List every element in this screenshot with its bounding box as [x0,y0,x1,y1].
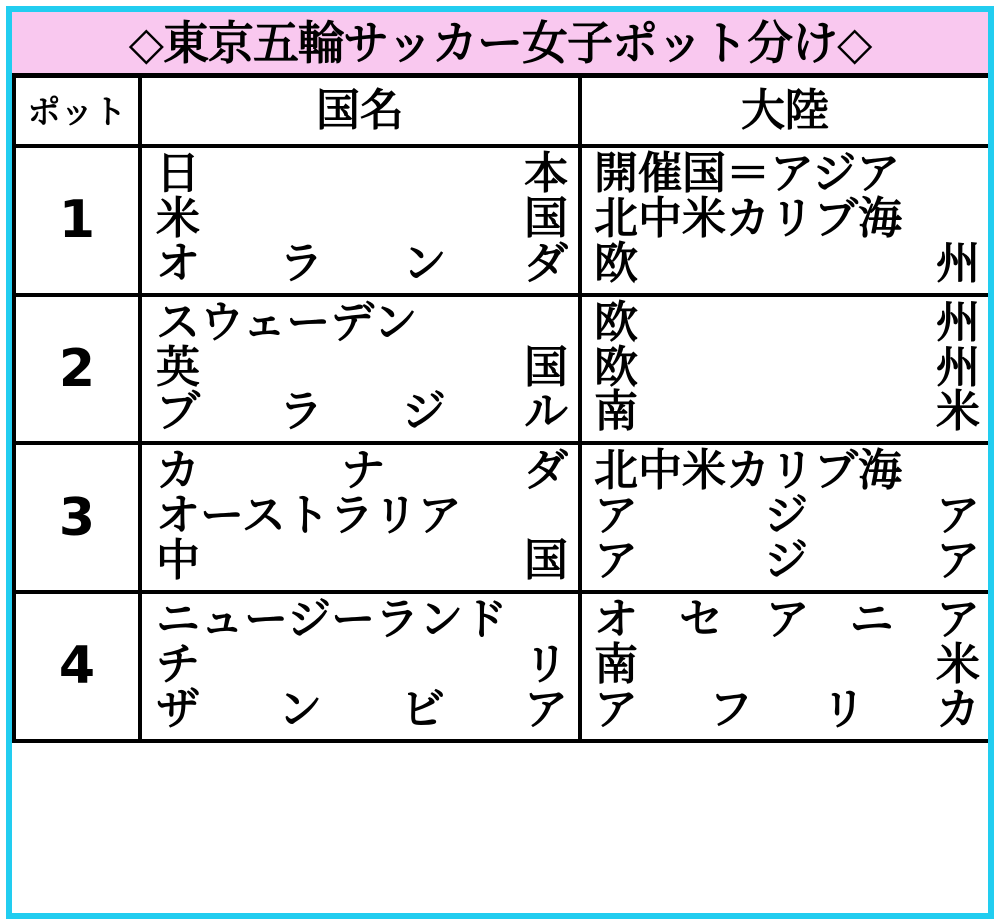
pot-number: 1 [14,146,140,295]
list-item: アフリカ [594,683,980,735]
table-row [14,146,990,295]
title-bar [12,12,988,78]
list-item: 南米 [594,386,980,438]
list-item: 英国 [156,341,568,393]
list-item: 米国 [156,192,568,244]
list-item: 欧州 [594,237,980,289]
confederation-cell [580,295,990,444]
country-cell [140,295,580,444]
list-item: アジア [594,535,980,586]
list-item: 北中米カリブ海 [594,445,902,497]
country-list [142,445,578,590]
list-item: 欧州 [594,341,980,393]
country-cell [140,146,580,295]
list-item: 開催国＝アジア [594,148,901,199]
table-frame [6,6,994,919]
list-item: スウェーデン [156,296,418,348]
list-item: オランダ [156,237,568,289]
list-item: オセアニア [594,593,980,645]
confederation-list [582,594,988,739]
pot-number: 4 [14,592,140,741]
list-item: ザンビア [156,683,568,735]
confederation-list [582,297,988,442]
list-item: オーストラリア [156,490,462,542]
country-cell [140,592,580,741]
table-header-row [14,78,990,146]
confederation-cell [580,146,990,295]
list-item: 南米 [594,638,980,690]
list-item: ニュージーランド [156,593,508,645]
pot-number: 3 [14,443,140,592]
list-item: 中国 [156,535,568,586]
column-header-pot: ポット [14,78,140,146]
list-item: ブラジル [156,386,568,438]
pot-number: 2 [14,295,140,444]
list-item: 日本 [156,148,568,199]
table-row [14,592,990,741]
confederation-cell [580,443,990,592]
country-list [142,297,578,442]
list-item: 北中米カリブ海 [594,192,902,244]
list-item: チリ [156,638,568,690]
country-list [142,148,578,293]
list-item: アジア [594,490,980,542]
table-row [14,295,990,444]
pot-allocation-table [12,78,992,743]
list-item: 欧州 [594,296,980,348]
country-cell [140,443,580,592]
column-header-confederation: 大陸 [580,78,990,146]
column-header-country: 国名 [140,78,580,146]
list-item: カナダ [156,445,568,497]
confederation-cell [580,592,990,741]
page-title: ◇東京五輪サッカー女子ポット分け◇ [128,15,872,70]
country-list [142,594,578,739]
table-row [14,443,990,592]
confederation-list [582,445,988,590]
confederation-list [582,148,988,293]
